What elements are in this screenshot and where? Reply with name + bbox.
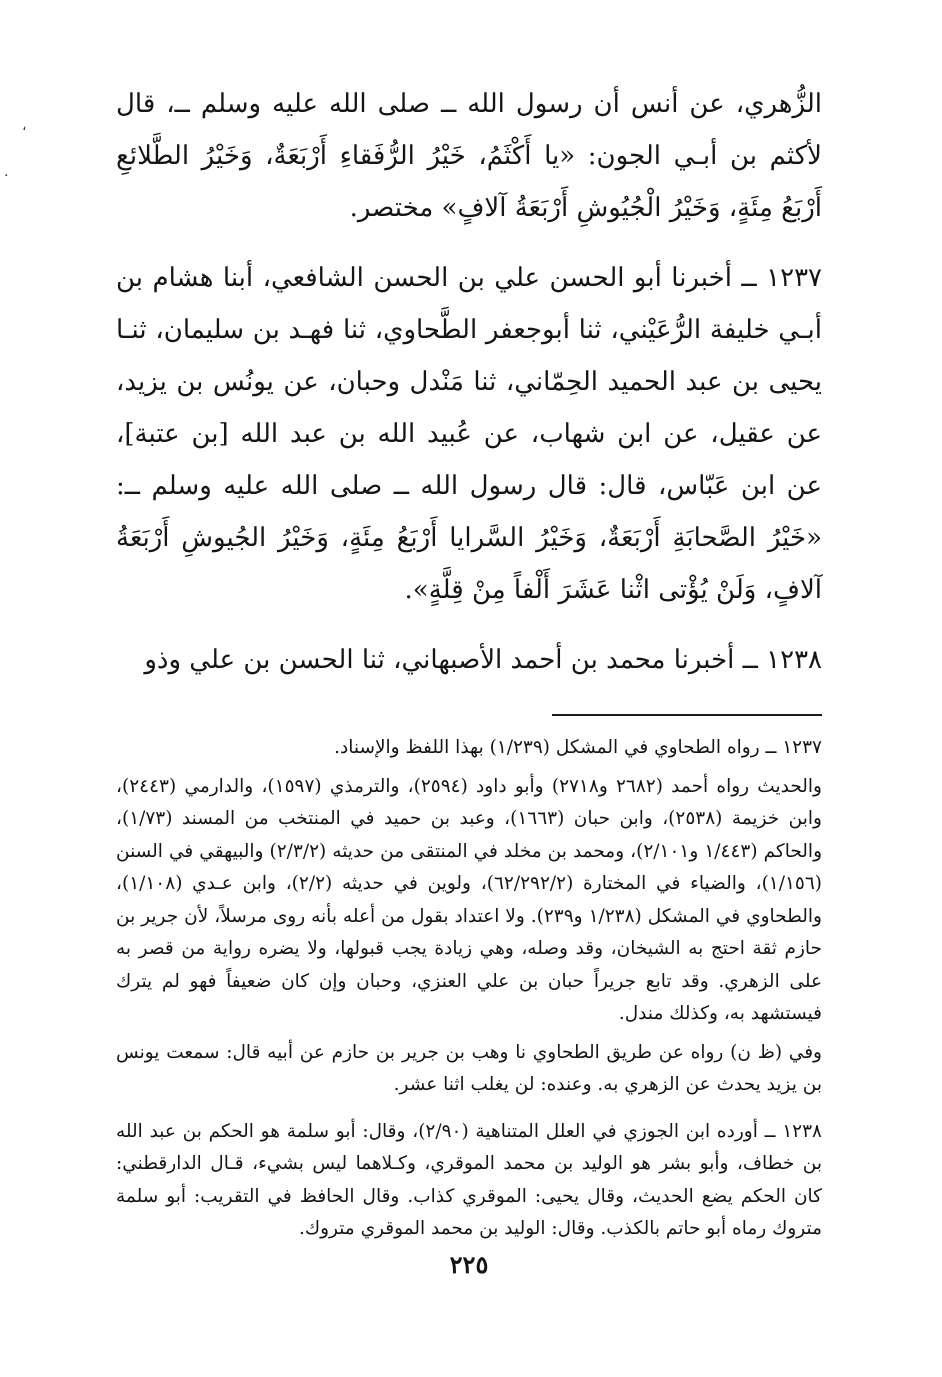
margin-speck-left: ، — [22, 118, 27, 134]
book-page — [116, 78, 822, 1318]
paragraph-continuation: الزُّهري، عن أنس أن رسول الله ــ صلى الله عليه وسلم ــ، قال لأكثم بن أبـي الجون: «يا أَكْثَمُ، خَيْرُ الرُّفَقاءِ أَرْبَعَةٌ، وَخَيْرُ الطَّلائعِ أَرْبَعُ مِئَةٍ، وَخَيْرُ الْجُيُوشِ أَرْبَعَةُ آلافٍ» مختصر. — [116, 89, 822, 223]
footnote-separator — [116, 692, 822, 732]
footnote-1238: ١٢٣٨ ــ أورده ابن الجوزي في العلل المتناهية (٢/٩٠)، وقال: أبو سلمة هو الحكم بن عبد الله بن خطاف، وأبو بشر هو الوليد بن محمد الموقري، وكـلاهما ليس بشيء، قـال الدارقطني: كان الحكم يضع الحديث، وقال يحيى: الموقري كذاب. وقال الحافظ في التقريب: أبو سلمة متروك رماه أبو حاتم بالكذب. وقال: الوليد بن محمد الموقري متروك. — [116, 1120, 822, 1239]
page-number: ٢٢٥ — [449, 1250, 489, 1279]
paragraph-hadith-1237: ١٢٣٧ ــ أخبرنا أبو الحسن علي بن الحسن الشافعي، أبنا هشام بن أبـي خليفة الرُّعَيْني، ثنا أبوجعفر الطَّحاوي، ثنا فهـد بن سليمان، ثنـا يحيى بن عبد الحميد الحِمّاني، ثنا مَنْدل وحبان، عن يونُس بن يزيد، عن عقيل، عن ابن شهاب، عن عُبيد الله بن عبد الله [بن عتبة]، عن ابن عَبّاس، قال: قال رسول الله ــ صلى الله عليه وسلم ــ: «خَيْرُ الصَّحابَةِ أَرْبَعَةٌ، وَخَيْرُ السَّرايا أَرْبَعُ مِئَةٍ، وَخَيْرُ الجُيوشِ أَرْبَعَةُ آلافٍ، وَلَنْ يُؤْتى اثْنا عَشَرَ أَلْفاً مِنْ قِلَّةٍ». — [116, 263, 822, 605]
footnote-1237-variant: وفي (ظ ن) رواه عن طريق الطحاوي نا وهب بن جرير بن حازم عن أبيه قال: سمعت يونس بن يزيد يحدث عن الزهري به. وعنده: لن يغلب اثنا عشر. — [116, 1041, 822, 1095]
footnote-rule — [552, 714, 822, 716]
footnote-1237: ١٢٣٧ ــ رواه الطحاوي في المشكل (١/٢٣٩) بهذا اللفظ والإسناد. — [334, 737, 822, 758]
footnote-1237-sources: والحديث رواه أحمد (٢٦٨٢ و٢٧١٨) وأبو داود (٢٥٩٤)، والترمذي (١٥٩٧)، والدارمي (٢٤٤٣)، وابن خزيمة (٢٥٣٨)، وابن حبان (١٦٦٣)، وعبد بن حميد في المنتخب من المسند (١/٧٣)، والحاكم (١/٤٤٣ و٢/١٠١)، ومحمد بن مخلد في المنتقى من حديثه (٢/٣/٢) والبيهقي في السنن (١/١٥٦)، والضياء في المختارة (٦٢/٢٩٢/٢)، ولوين في حديثه (٢/٢)، وابن عـدي (١/١٠٨)، والطحاوي في المشكل (١/٢٣٨ و٢٣٩). ولا اعتداد بقول من أعله بأنه روى مرسلاً، لأن جرير بن حازم ثقة احتج به الشيخان، وقد وصله، وهي زيادة يجب قبولها، ولا يضره رواية من قصر به على الزهري. وقد تابع جريراً حبان بن علي العنزي، وحبان وإن كان ضعيفاً فهو لم يترك فيستشهد به، وكذلك مندل. — [116, 775, 822, 1024]
margin-speck-left-2: . — [4, 164, 9, 180]
paragraph-hadith-1238: ١٢٣٨ ــ أخبرنا محمد بن أحمد الأصبهاني، ثنا الحسن بن علي وذو — [144, 645, 822, 675]
footnotes — [116, 732, 822, 1246]
main-text — [116, 78, 822, 686]
